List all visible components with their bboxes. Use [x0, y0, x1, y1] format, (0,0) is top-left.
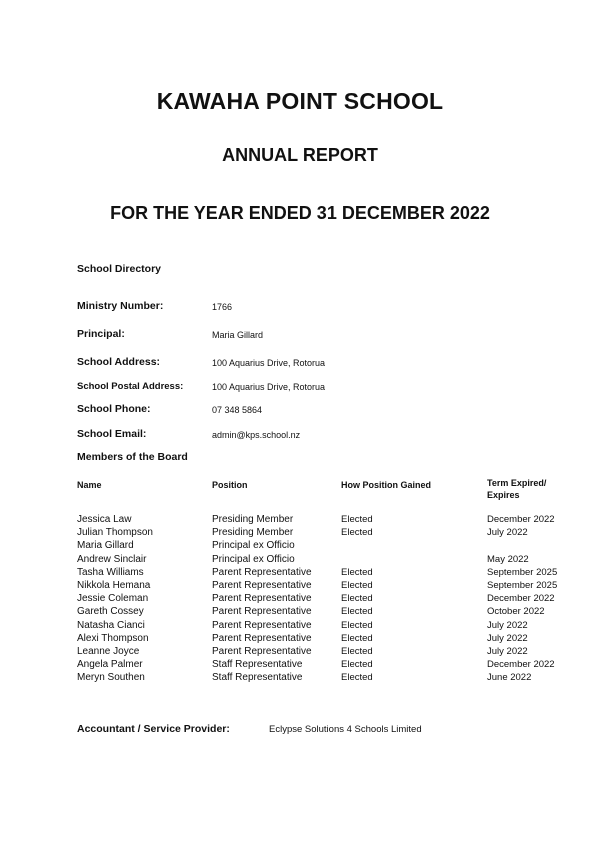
table-row	[0, 579, 600, 592]
member-how-gained: Elected	[341, 593, 373, 605]
column-header-how-gained: How Position Gained	[341, 480, 432, 490]
ministry-number-label: Ministry Number:	[77, 300, 164, 312]
member-name: Angela Palmer	[77, 659, 143, 671]
school-address-value: 100 Aquarius Drive, Rotorua	[212, 358, 326, 368]
school-email-label: School Email:	[77, 428, 147, 440]
table-row	[0, 513, 600, 526]
column-header-position: Position	[212, 480, 248, 490]
member-how-gained: Elected	[341, 659, 373, 671]
accountant-label: Accountant / Service Provider:	[77, 723, 230, 735]
member-term: December 2022	[487, 514, 555, 525]
school-directory-heading: School Directory	[77, 263, 162, 275]
member-how-gained: Elected	[341, 579, 373, 591]
column-header-term: Term Expired/ Expires	[487, 478, 547, 500]
member-position: Parent Representative	[212, 632, 312, 644]
postal-address-value: 100 Aquarius Drive, Rotorua	[212, 382, 326, 392]
member-name: Alexi Thompson	[77, 632, 149, 644]
member-position: Parent Representative	[212, 593, 312, 605]
member-how-gained: Elected	[341, 645, 373, 657]
postal-address-label: School Postal Address:	[77, 381, 184, 392]
member-name: Jessie Coleman	[77, 593, 149, 605]
member-how-gained: Elected	[341, 527, 373, 539]
member-term: September 2025	[487, 566, 558, 578]
member-position: Parent Representative	[212, 566, 312, 578]
member-name: Julian Thompson	[77, 527, 153, 539]
table-row	[0, 553, 600, 566]
member-position: Principal ex Officio	[212, 540, 295, 552]
member-position: Presiding Member	[212, 527, 294, 539]
school-name-title: KAWAHA POINT SCHOOL	[156, 88, 444, 114]
member-name: Natasha Cianci	[77, 619, 145, 631]
school-email-value: admin@kps.school.nz	[212, 430, 301, 440]
member-how-gained: Elected	[341, 672, 373, 684]
report-period-title: FOR THE YEAR ENDED 31 DECEMBER 2022	[110, 203, 490, 223]
table-row	[0, 566, 600, 579]
board-members-heading: Members of the Board	[77, 451, 188, 463]
table-row	[0, 658, 600, 671]
school-phone-label: School Phone:	[77, 403, 151, 415]
ministry-number-value: 1766	[212, 302, 233, 312]
school-phone-value: 07 348 5864	[212, 405, 263, 415]
member-term: December 2022	[487, 659, 555, 671]
table-row	[0, 619, 600, 632]
member-how-gained: Elected	[341, 566, 373, 578]
member-name: Jessica Law	[77, 514, 132, 525]
table-row	[0, 671, 600, 684]
member-position: Staff Representative	[212, 659, 303, 671]
member-term: July 2022	[487, 527, 528, 539]
member-term: June 2022	[487, 672, 532, 684]
principal-label: Principal:	[77, 328, 125, 340]
member-position: Parent Representative	[212, 579, 312, 591]
member-term: July 2022	[487, 632, 528, 644]
member-position: Parent Representative	[212, 645, 312, 657]
member-name: Gareth Cossey	[77, 606, 144, 618]
report-type-title: ANNUAL REPORT	[222, 145, 378, 165]
table-row	[0, 632, 600, 645]
member-position: Staff Representative	[212, 672, 303, 684]
table-row	[0, 645, 600, 658]
member-position: Presiding Member	[212, 514, 294, 525]
member-name: Nikkola Hemana	[77, 579, 151, 591]
member-position: Principal ex Officio	[212, 553, 295, 565]
member-how-gained: Elected	[341, 514, 373, 525]
member-name: Maria Gillard	[77, 540, 134, 552]
table-row	[0, 526, 600, 539]
member-term: September 2025	[487, 579, 558, 591]
table-row	[0, 605, 600, 618]
member-how-gained: Elected	[341, 619, 373, 631]
table-row	[0, 592, 600, 605]
column-header-name: Name	[77, 480, 102, 490]
member-term: May 2022	[487, 553, 529, 565]
member-position: Parent Representative	[212, 619, 312, 631]
school-address-label: School Address:	[77, 356, 161, 368]
member-term: July 2022	[487, 645, 528, 657]
member-name: Andrew Sinclair	[77, 553, 147, 565]
member-position: Parent Representative	[212, 606, 312, 618]
member-how-gained: Elected	[341, 632, 373, 644]
accountant-value: Eclypse Solutions 4 Schools Limited	[269, 724, 422, 735]
member-name: Meryn Southen	[77, 672, 145, 684]
board-members-table	[0, 513, 600, 684]
member-term: October 2022	[487, 606, 545, 618]
member-how-gained: Elected	[341, 606, 373, 618]
member-name: Tasha Williams	[77, 566, 144, 578]
member-name: Leanne Joyce	[77, 645, 140, 657]
principal-value: Maria Gillard	[212, 330, 264, 340]
member-term: July 2022	[487, 619, 528, 631]
member-term: December 2022	[487, 593, 555, 605]
table-row	[0, 539, 600, 552]
